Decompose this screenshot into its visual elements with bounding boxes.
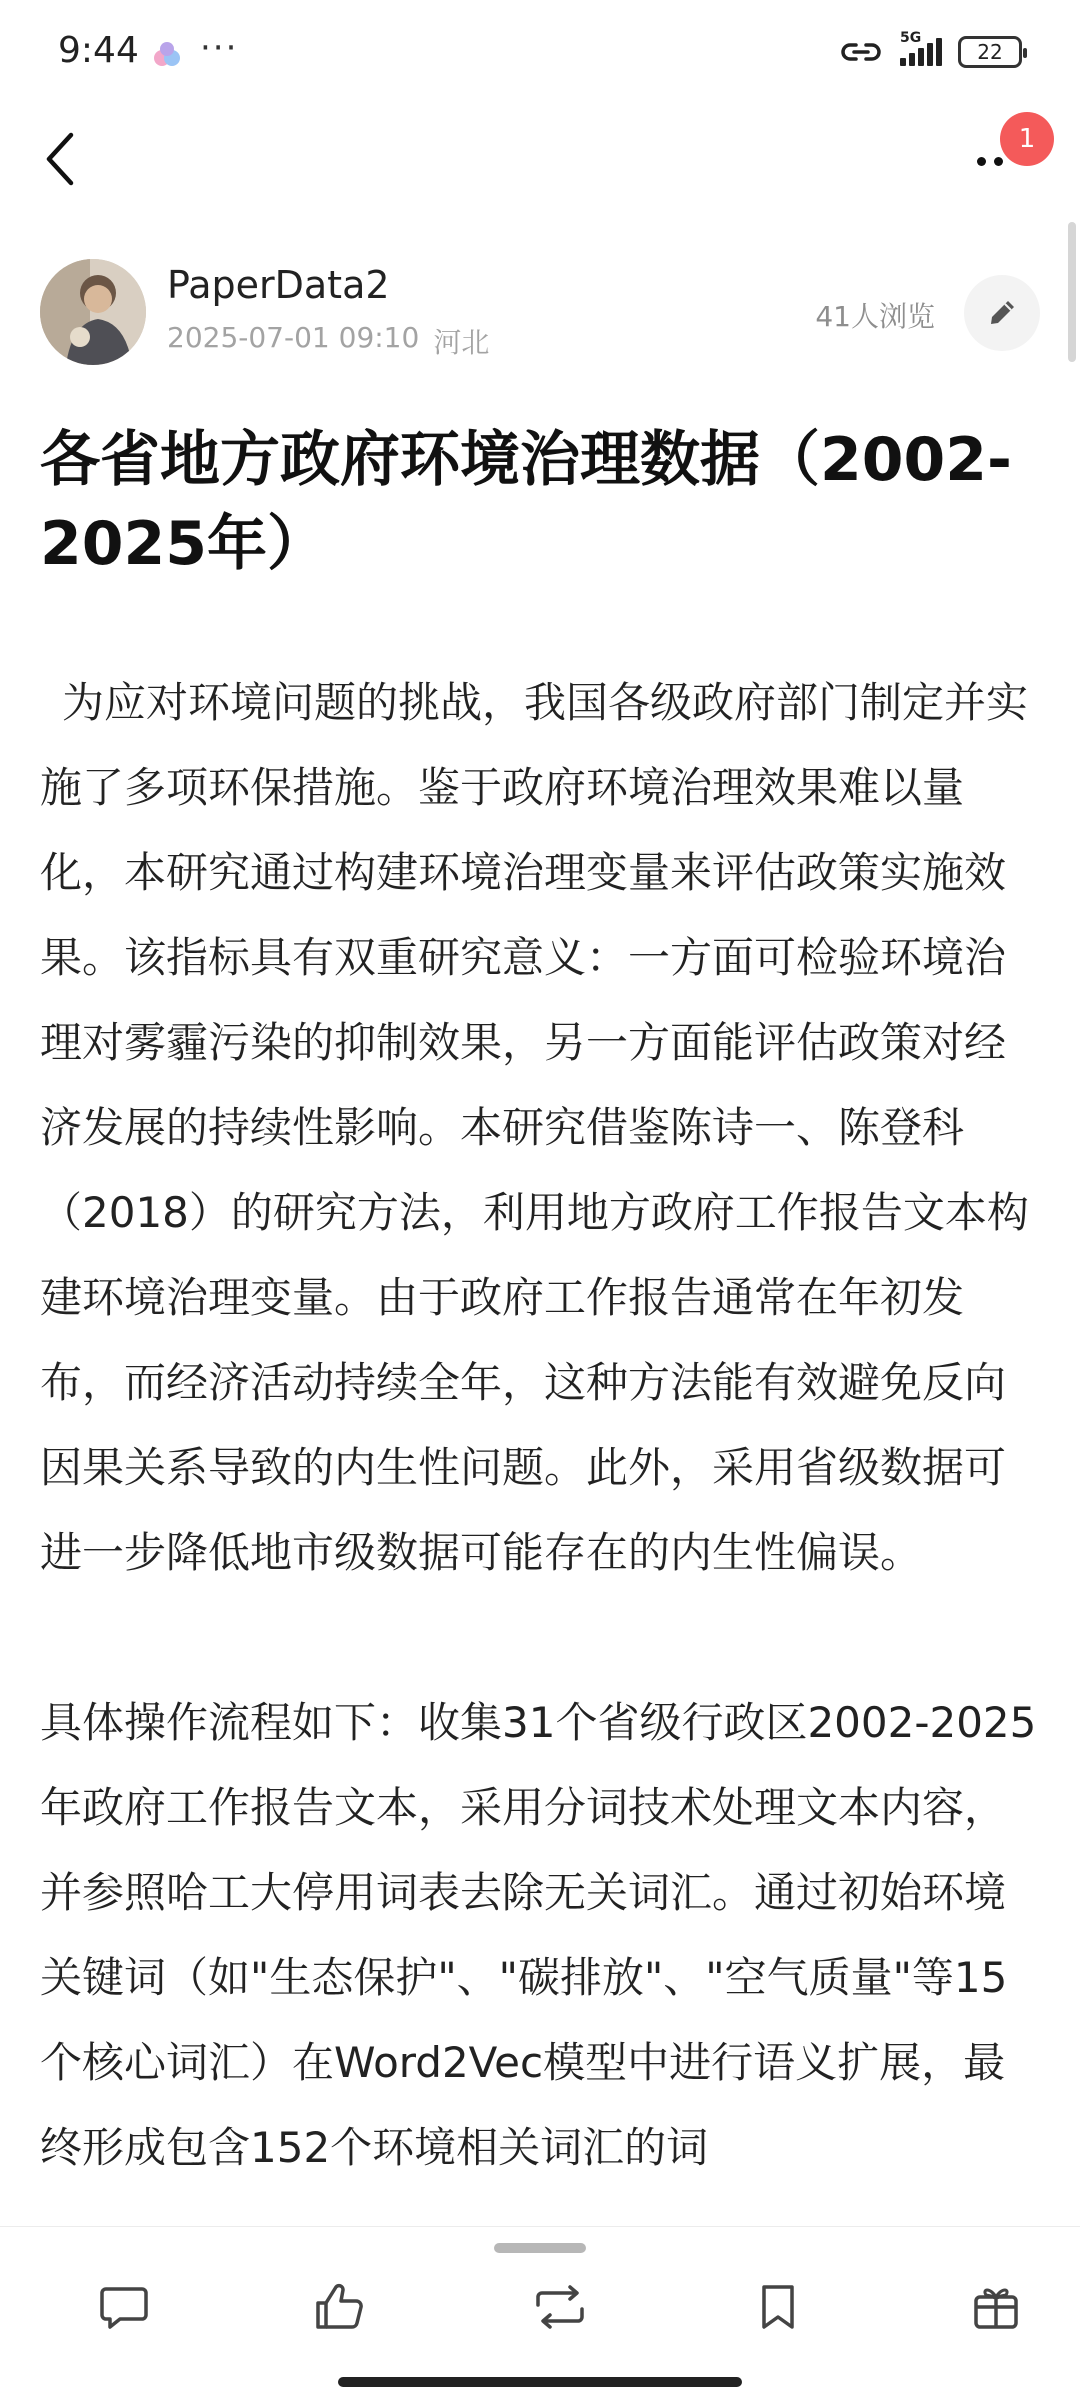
- status-time: 9:44: [58, 30, 139, 71]
- gift-icon: [968, 2279, 1024, 2335]
- status-indicators: [838, 30, 1022, 74]
- drag-handle[interactable]: [494, 2243, 586, 2253]
- bottom-action-bar: [0, 2226, 1080, 2401]
- like-button[interactable]: [300, 2267, 380, 2347]
- bookmark-button[interactable]: [738, 2267, 818, 2347]
- avatar[interactable]: [40, 259, 146, 365]
- notification-badge[interactable]: 1: [1000, 112, 1054, 166]
- edit-button[interactable]: [964, 275, 1040, 351]
- battery-icon: [958, 36, 1022, 68]
- back-arrow-icon: [43, 131, 77, 187]
- top-nav: [0, 100, 1080, 220]
- comment-icon: [96, 2279, 152, 2335]
- comment-button[interactable]: [84, 2267, 164, 2347]
- link-icon: [838, 37, 884, 67]
- signal-icon: [900, 30, 942, 66]
- back-button[interactable]: [30, 124, 90, 194]
- thumbs-up-icon: [312, 2279, 368, 2335]
- repost-icon: [530, 2279, 590, 2335]
- more-dot-icon: [977, 157, 986, 166]
- status-bar: [0, 0, 1080, 100]
- view-count: 41人浏览: [815, 300, 935, 333]
- post-location: 河北: [433, 326, 490, 359]
- network-type: 5G: [900, 30, 922, 46]
- article-paragraph: 为应对环境问题的挑战，我国各级政府部门制定并实施了多项环保措施。鉴于政府环境治理效果难以量化，本研究通过构建环境治理变量来评估政策实施效果。该指标具有双重研究意义：一方面可检验环境治理对雾霾污染的抑制效果，另一方面能评估政策对经济发展的持续性影响。本研究借鉴陈诗一、陈登科（2018）的研究方法，利用地方政府工作报告文本构建环境治理变量。由于政府工作报告通常在年初发布，而经济活动持续全年，这种方法能有效避免反向因果关系导致的内生性问题。此外，采用省级数据可进一步降低地市级数据可能存在的内生性偏误。: [40, 678, 1029, 1577]
- pencil-icon: [986, 297, 1018, 329]
- app-notification-icon: [150, 38, 184, 72]
- home-indicator[interactable]: [338, 2377, 742, 2387]
- gift-button[interactable]: [956, 2267, 1036, 2347]
- battery-level: 22: [977, 40, 1003, 64]
- status-more-dots: ···: [200, 28, 239, 68]
- bookmark-icon: [750, 2279, 806, 2335]
- post-datetime: 2025-07-01 09:10: [167, 321, 420, 354]
- more-dot-icon: [994, 157, 1003, 166]
- article-paragraph: 具体操作流程如下：收集31个省级行政区2002-2025年政府工作报告文本，采用分词技术处理文本内容，并参照哈工大停用词表去除无关词汇。通过初始环境关键词（如"生态保护"、"碳排放"、"空气质量"等15个核心词汇）在Word2Vec模型中进行语义扩展，最终形成包含152个环境相关词汇的词: [40, 1698, 1037, 2172]
- article-title: 各省地方政府环境治理数据（2002-2025年）: [40, 425, 1012, 579]
- repost-button[interactable]: [520, 2267, 600, 2347]
- article-body: [40, 660, 1040, 2275]
- post-meta: [167, 321, 489, 361]
- author-row: [0, 255, 1080, 375]
- avatar-photo: [40, 259, 146, 365]
- author-name[interactable]: PaperData2: [167, 263, 390, 307]
